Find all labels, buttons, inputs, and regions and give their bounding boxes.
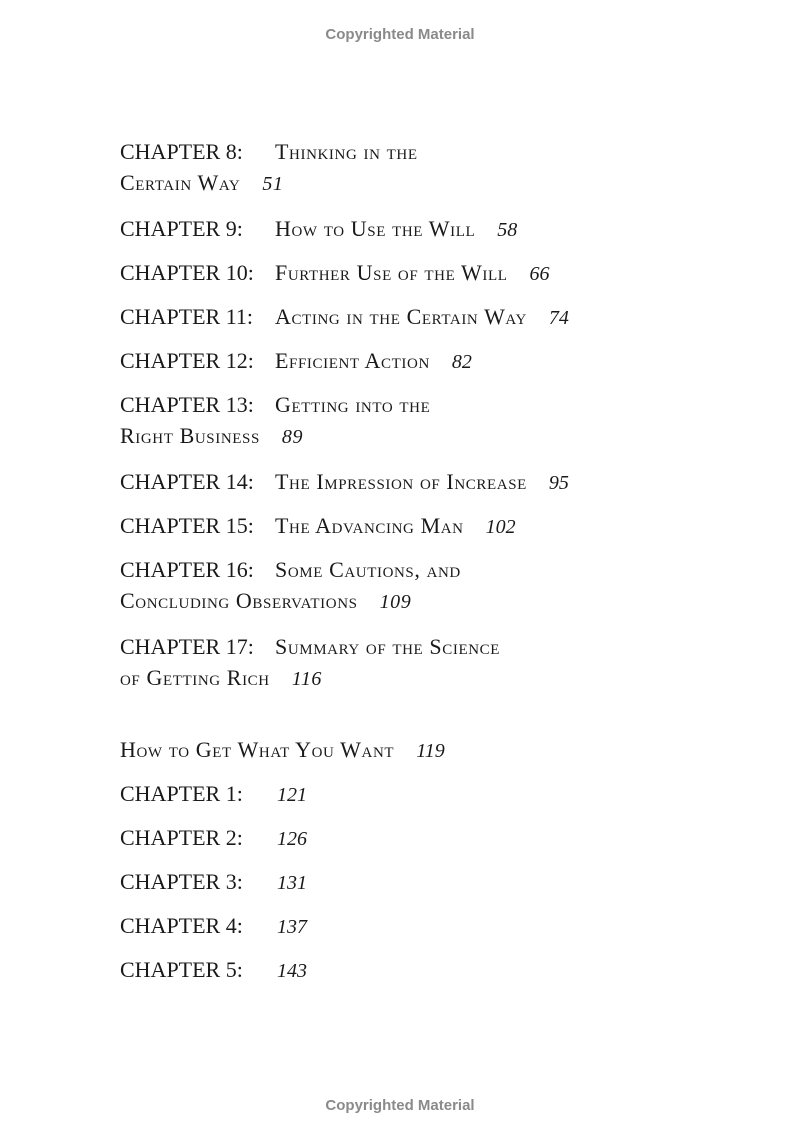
toc-entry-chapter-16 <box>120 554 760 618</box>
chapter-label: CHAPTER 15: <box>120 513 254 538</box>
toc-entry-chapter-8 <box>120 136 760 200</box>
page-number: 137 <box>277 916 307 938</box>
chapter-label: CHAPTER 9: <box>120 216 243 241</box>
toc-entry-section-chapter-2 <box>120 822 760 853</box>
page-number: 131 <box>277 872 307 894</box>
toc-section-heading <box>120 734 760 765</box>
page-number: 89 <box>281 426 304 448</box>
chapter-title-continued: Certain Way <box>120 170 241 195</box>
section-title: How to Get What You Want <box>120 737 395 762</box>
chapter-title: Acting in the Certain Way <box>275 304 527 329</box>
chapter-label: CHAPTER 8: <box>120 139 243 164</box>
chapter-label: CHAPTER 14: <box>120 469 254 494</box>
chapter-label: CHAPTER 1: <box>120 781 243 806</box>
page-number: 143 <box>277 960 307 982</box>
chapter-label: CHAPTER 3: <box>120 869 243 894</box>
toc-entry-section-chapter-5 <box>120 954 760 985</box>
chapter-label: CHAPTER 13: <box>120 392 254 417</box>
page-number: 126 <box>277 828 307 850</box>
copyright-watermark-bottom: Copyrighted Material <box>325 1097 475 1114</box>
chapter-label: CHAPTER 4: <box>120 913 243 938</box>
toc-entry-chapter-11 <box>120 301 760 332</box>
page-number: 116 <box>291 668 323 690</box>
page-number: 51 <box>262 173 284 195</box>
chapter-title: How to Use the Will <box>275 216 476 241</box>
page-number: 95 <box>548 472 569 494</box>
page-number: 119 <box>416 740 445 762</box>
chapter-title: Summary of the Science <box>275 634 501 659</box>
toc-entry-chapter-9 <box>120 213 760 244</box>
chapter-label: CHAPTER 10: <box>120 260 254 285</box>
page-number: 82 <box>451 351 472 373</box>
chapter-title-continued: Concluding Observations <box>120 588 358 613</box>
toc-entry-section-chapter-1 <box>120 778 760 809</box>
chapter-label: CHAPTER 2: <box>120 825 243 850</box>
chapter-label: CHAPTER 12: <box>120 348 254 373</box>
chapter-label: CHAPTER 17: <box>120 634 254 659</box>
table-of-contents <box>120 136 760 998</box>
page-number: 121 <box>277 784 307 806</box>
chapter-title-continued: Right Business <box>120 423 260 448</box>
toc-entry-chapter-17 <box>120 631 760 695</box>
toc-entry-chapter-15 <box>120 510 760 541</box>
chapter-title: Efficient Action <box>275 348 430 373</box>
chapter-title: Thinking in the <box>275 139 418 164</box>
page-number: 102 <box>485 516 516 538</box>
chapter-label: CHAPTER 5: <box>120 957 243 982</box>
chapter-label: CHAPTER 16: <box>120 557 254 582</box>
toc-entry-chapter-10 <box>120 257 760 288</box>
chapter-title: Getting into the <box>275 392 431 417</box>
toc-entry-chapter-13 <box>120 389 760 453</box>
copyright-watermark-top: Copyrighted Material <box>325 26 475 43</box>
chapter-title: The Impression of Increase <box>275 469 527 494</box>
section-spacer <box>120 708 760 734</box>
toc-entry-section-chapter-3 <box>120 866 760 897</box>
page-number: 109 <box>379 591 412 613</box>
page-number: 58 <box>497 219 518 241</box>
toc-entry-chapter-14 <box>120 466 760 497</box>
chapter-label: CHAPTER 11: <box>120 304 254 329</box>
chapter-title: Some Cautions, and <box>275 557 461 582</box>
chapter-title: The Advancing Man <box>275 513 464 538</box>
page-number: 66 <box>529 263 550 285</box>
chapter-title: Further Use of the Will <box>275 260 508 285</box>
toc-entry-section-chapter-4 <box>120 910 760 941</box>
toc-entry-chapter-12 <box>120 345 760 376</box>
page-number: 74 <box>548 307 569 329</box>
chapter-title-continued: of Getting Rich <box>120 665 270 690</box>
